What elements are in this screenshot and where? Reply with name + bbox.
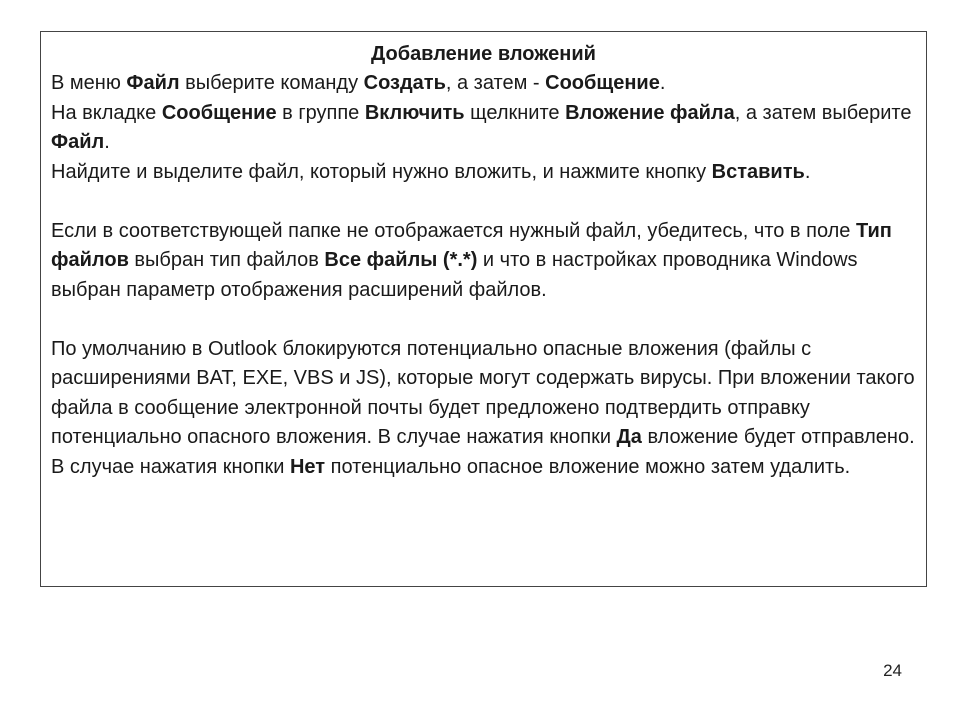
message-term: Сообщение [545, 72, 660, 94]
paragraph-insert-file: Найдите и выделите файл, который нужно вложить, и нажмите кнопку Вставить. [51, 160, 811, 183]
insert-button-term: Вставить [711, 160, 805, 183]
content-box [40, 31, 927, 587]
spacer [51, 187, 916, 217]
tab-message-term: Сообщение [161, 101, 277, 124]
all-files-term: Все файлы (*.*) [324, 249, 478, 271]
yes-button-term: Да [616, 426, 642, 448]
paragraph-create-message: В меню Файл выберите команду Создать, а затем - Сообщение. [51, 72, 666, 94]
group-include-term: Включить [364, 101, 465, 124]
no-button-term: Нет [289, 455, 326, 478]
paragraph-blocked-attachments: По умолчанию в Outlook блокируются потенциально опасные вложения (файлы с расширениями BAT, EXE, VBS и JS), которые могут содержать вирусы. При вложении такого файла в сообщение электронной почты будет предложено подтвердить отправку потенциально опасного вложения. В случае нажатия кнопки Да вложение будет отправлено. В случае нажатия кнопки Нет потенциально опасное вложение можно затем удалить. [51, 337, 915, 478]
spacer [51, 305, 916, 335]
file-type-field-term: Тип файлов [51, 219, 892, 271]
paragraph-attach-file: На вкладке Сообщение в группе Включить щелкните Вложение файла, а затем выберите Файл. [51, 101, 912, 153]
page-number: 24 [883, 661, 902, 680]
paragraph-file-type-note: Если в соответствующей папке не отображается нужный файл, убедитесь, что в поле Тип файлов выбран тип файлов Все файлы (*.*) и что в настройках проводника Windows выбран параметр отображения расширений файлов. [51, 219, 892, 301]
menu-file-term: Файл [126, 72, 180, 94]
page-title: Добавление вложений [371, 43, 596, 65]
attach-file-term: Вложение файла [565, 101, 735, 124]
command-create-term: Создать [363, 72, 446, 94]
file-term: Файл [51, 131, 105, 153]
